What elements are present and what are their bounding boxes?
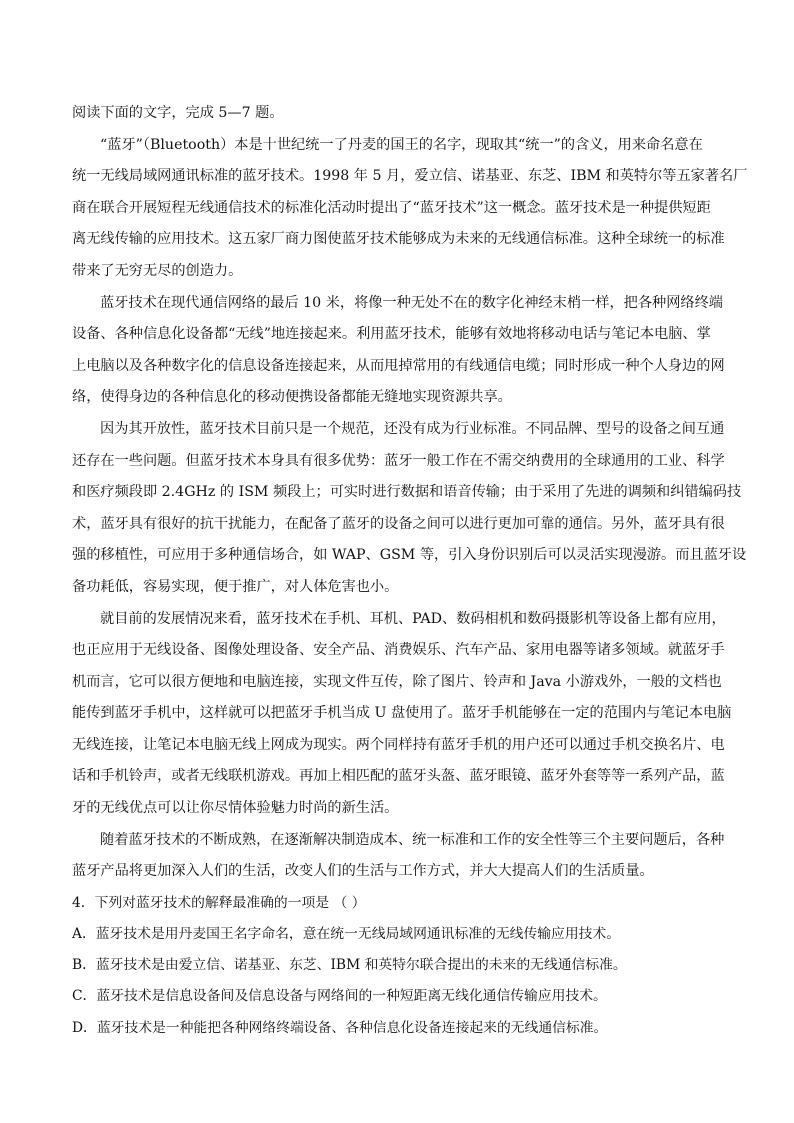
paragraph-line: 能传到蓝牙手机中，这样就可以把蓝牙手机当成 U 盘使用了。蓝牙手机能够在一定的范围内与笔记本电脑 [72,705,732,722]
paragraph-line: 就目前的发展情况来看，蓝牙技术在手机、耳机、PAD、数码相机和数码摄影机等设备上都有应用， [100,610,726,627]
paragraph-line: 随着蓝牙技术的不断成熟，在逐渐解决制造成本、统一标准和工作的安全性等三个主要问题后，各种 [100,831,725,848]
paragraph-line: 络，使得身边的各种信息化的移动便携设备都能无缝地实现资源共享。 [72,389,512,406]
paragraph-line: 统一无线局域网通讯标准的蓝牙技术。1998 年 5 月，爱立信、诺基亚、东芝、IBM 和英特尔等五家著名厂 [72,168,748,185]
paragraph-line: 设备、各种信息化设备都“无线”地连接起来。利用蓝牙技术，能够有效地将移动电话与笔记本电脑、掌 [72,326,711,343]
paragraph-line: 无线连接，让笔记本电脑无线上网成为现实。两个同样持有蓝牙手机的用户还可以通过手机交换名片、电 [72,736,725,753]
paragraph-4 [72,604,732,825]
paragraph-line: 牙的无线优点可以让你尽情体验魅力时尚的新生活。 [72,800,399,817]
paragraph-line: 机而言，它可以很方便地和电脑连接，实现文件互传，除了图片、铃声和 Java 小游戏外，一般的文档也 [72,673,722,690]
paragraph-line: 上电脑以及各种数字化的信息设备连接起来，从而甩掉常用的有线通信电缆；同时形成一种个人身边的网 [72,357,725,374]
paragraph-line: 商在联合开展短程无线通信技术的标准化活动时提出了“蓝牙技术”这一概念。蓝牙技术是一种提供短距 [72,199,711,216]
paragraph-5 [72,825,724,888]
paragraph-line: 强的移植性，可应用于多种通信场合，如 WAP、GSM 等，引入身份识别后可以灵活实现漫游。而且蓝牙设 [72,547,747,564]
passage [72,130,748,888]
paragraph-line: 因为其开放性，蓝牙技术目前只是一个规范，还没有成为行业标准。不同品牌、型号的设备之间互通 [100,420,725,437]
option-b[interactable]: B．蓝牙技术是由爱立信、诺基亚、东芝、IBM 和英特尔联合提出的未来的无线通信标准。 [72,957,627,974]
paragraph-line: 也正应用于无线设备、图像处理设备、安全产品、消费娱乐、汽车产品、家用电器等诸多领域。就蓝牙手 [72,642,725,659]
question-4 [72,888,724,1044]
paragraph-line: 术，蓝牙具有很好的抗干扰能力，在配备了蓝牙的设备之间可以进行更加可靠的通信。另外，蓝牙具有很 [72,515,725,532]
paragraph-line: 离无线传输的应用技术。这五家厂商力图使蓝牙技术能够成为未来的无线通信标准。这种全球统一的标准 [72,231,725,248]
option-c[interactable]: C．蓝牙技术是信息设备间及信息设备与网络间的一种短距离无线化通信传输应用技术。 [72,988,607,1005]
paragraph-line: 还存在一些问题。但蓝牙技术本身具有很多优势：蓝牙一般工作在不需交纳费用的全球通用的工业、科学 [72,452,725,469]
paragraph-line: 蓝牙产品将更加深入人们的生活，改变人们的生活与工作方式，并大大提高人们的生活质量。 [72,863,654,880]
document-page [72,98,748,1044]
option-d[interactable]: D．蓝牙技术是一种能把各种网络终端设备、各种信息化设备连接起来的无线通信标准。 [72,1019,608,1036]
intro-instruction: 阅读下面的文字，完成 5—7 题。 [72,105,284,121]
paragraph-2 [72,288,724,414]
option-a[interactable]: A．蓝牙技术是用丹麦国王名字命名，意在统一无线局域网通讯标准的无线传输应用技术。 [72,926,621,943]
paragraph-line: “蓝牙”（Bluetooth）本是十世纪统一了丹麦的国王的名字，现取其“统一”的含义，用来命名意在 [100,136,703,153]
paragraph-line: 和医疗频段即 2.4GHz 的 ISM 频段上；可实时进行数据和语音传输；由于采用了先进的调频和纠错编码技 [72,484,742,501]
paragraph-3 [72,414,747,604]
paragraph-line: 蓝牙技术在现代通信网络的最后 10 米，将像一种无处不在的数字化神经末梢一样，把各种网络终端 [100,294,723,311]
question-stem: 4．下列对蓝牙技术的解释最准确的一项是 （ ） [72,894,366,911]
paragraph-line: 带来了无穷无尽的创造力。 [72,262,243,279]
paragraph-line: 话和手机铃声，或者无线联机游戏。再加上相匹配的蓝牙头盔、蓝牙眼镜、蓝牙外套等等一系列产品，蓝 [72,768,725,785]
paragraph-1 [72,130,748,288]
paragraph-line: 备功耗低，容易实现，便于推广，对人体危害也小。 [72,578,399,595]
